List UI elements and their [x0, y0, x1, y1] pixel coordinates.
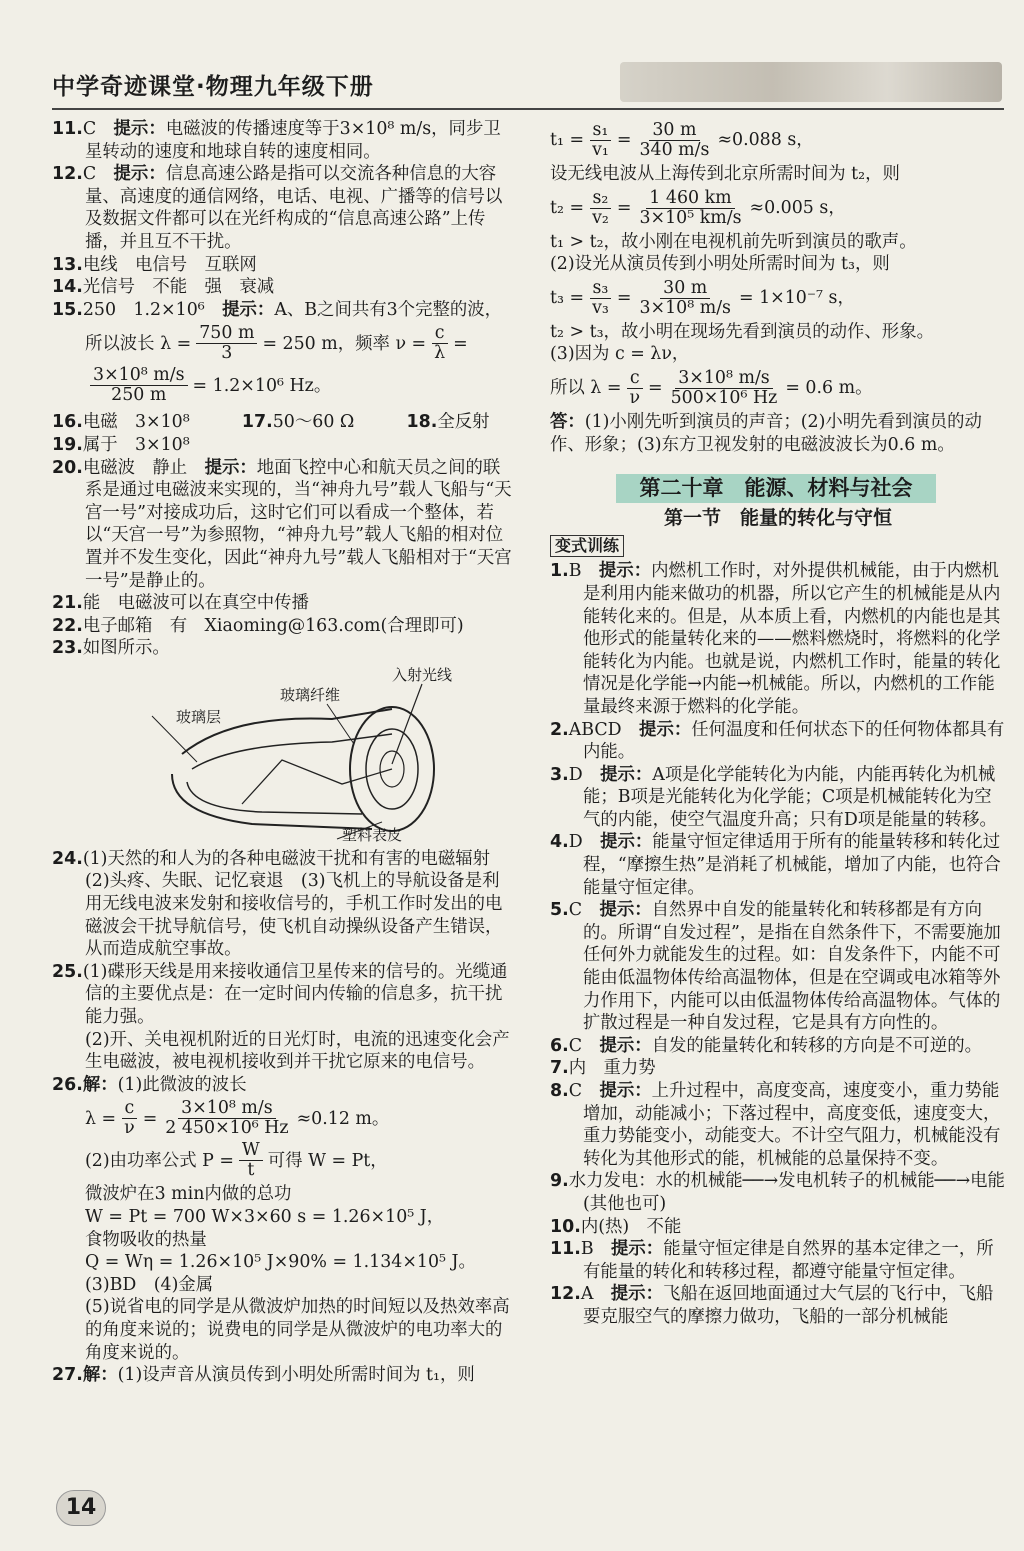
exercise-8: 8.C 提示：上升过程中，高度变高，速度变小，重力势能增加，动能减小；下落过程中，高度变低，速度变大，重力势能变小，动能变大。不计空气阻力，机械能没有转化为其他形式的能，机械能的总量保持不变。 [550, 1081, 1001, 1169]
text-line: t₂ > t₃，故小明在现场先看到演员的动作、形象。 [550, 321, 934, 342]
exercise-7: 7.内 重力势 [550, 1058, 656, 1079]
formula-lambda: 所以 λ = $\frac{c}{\nu}$ = $\frac{\text{3×10⁸ m/s}}{\text{500×10⁶ Hz}}$ = 0.6 m。 [550, 367, 873, 408]
formula-t2: t₂ = $\frac{\text{s₂}}{\text{v₂}}$ = $\frac{1 460 km}{\text{3×10⁵ km/s}}$ ≈0.005 s， [550, 187, 846, 228]
answer-26-line: W = Pt = 700 W×3×60 s = 1.26×10⁵ J， [85, 1207, 445, 1227]
book-title: 中学奇迹课堂·物理九年级下册 [52, 74, 374, 100]
fraction: $\frac{\text{s₂}}{\text{v₂}}$ [589, 189, 612, 228]
label-glass-layer: 玻璃层 [176, 707, 222, 726]
label-glass-fiber: 玻璃纤维 [280, 685, 341, 704]
answer-20: 20.电磁波 静止 提示：地面飞控中心和航天员之间的联系是通过电磁波来实现的，当“神舟九号”载人飞船与“天宫一号”对接成功后，这时它们可以看成一个整体，若以“天宫一号”为参照物，“神舟九号”载人飞船的相对位置并不发生变化，因此“神舟九号”载人飞船相对于“天宫一号”是静止的。 [52, 457, 512, 591]
exercise-5: 5.C 提示：自然界中自发的能量转化和转移都是有方向的。所谓“自发过程”，是指在自然条件下，不需要施加任何外力就能发生的过程。如：自发条件下，内能不可能由低温物体传给高温物体，但是在空调或电冰箱等外力作用下，内能可以由低温物体传给高温物体。气体的扩散过程是一种自发过程，它是具有方向性的。 [550, 900, 1001, 1034]
answer-15-formula-2: $\frac{\text{3×10⁸ m/s}}{250 m}$ = 1.2×10⁶ Hz。 [52, 366, 514, 405]
answer-26-line: 微波炉在3 min内做的总功 [85, 1184, 292, 1205]
exercise-11: 11.B 提示：能量守恒定律是自然界的基本定律之一，所有能量的转化和转移过程，都遵守能量守恒定律。 [550, 1239, 994, 1282]
fraction: $\frac{c}{\nu}$ [626, 369, 643, 408]
exercise-box-label: 变式训练 [550, 535, 624, 557]
answer-25: 25.(1)碟形天线是用来接收通信卫星传来的信号的。光缆通信的主要优点是：在一定时间内传输的信息多，抗干扰能力强。 [52, 961, 508, 1028]
answer-12: 12.C 提示：信息高速公路是指可以交流各种信息的大容量、高速度的通信网络，电话、电视、广播等的信号以及数据文件都可以在光纤构成的“信息高速公路”上传播，并且互不干扰。 [52, 164, 503, 252]
fraction: $\frac{c}{\nu}$ [121, 1099, 138, 1138]
page-header [52, 62, 1004, 110]
answer-26-line: 食物吸收的热量 [85, 1229, 207, 1250]
text-line: (2)设光从演员传到小明处所需时间为 t₃，则 [550, 254, 890, 275]
answer-26-wavelength-formula: λ = $\frac{c}{\nu}$ = $\frac{\text{3×10⁸ m/s}}{\text{2 450×10⁶ Hz}}$ ≈0.12 m。 [85, 1098, 390, 1139]
answer-23: 23.如图所示。 [52, 638, 170, 659]
header-decoration [620, 62, 1002, 102]
fraction: $\frac{\text{s₁}}{\text{v₁}}$ [589, 121, 612, 160]
exercise-2: 2.ABCD 提示：任何温度和任何状态下的任何物体都具有内能。 [550, 719, 1005, 763]
answer-15: 15.250 1.2×10⁶ 提示：A、B之间共有3个完整的波， [52, 299, 503, 320]
fraction: $\frac{30 m}{\text{3×10⁸ m/s}}$ [639, 277, 731, 318]
exercise-6: 6.C 提示：自发的能量转化和转移的方向是不可逆的。 [550, 1035, 983, 1056]
answer-19: 19.属于 3×10⁸ [52, 434, 190, 455]
answer-25-part2: (2)开、关电视机附近的日光灯时，电流的迅速变化会产生电磁波，被电视机接收到并干扰它原来的电信号。 [85, 1029, 510, 1073]
answer-24: 24.(1)天然的和人为的各种电磁波干扰和有害的电磁辐射 (2)头疼、失眠、记忆衰退 (3)飞机上的导航设备是利用无线电波来发射和接收信号的，手机工作时发出的电磁波会干扰导航信号，使飞机自动操纵设备产生错误，从而造成航空事故。 [52, 848, 508, 960]
label-incident-light: 入射光线 [392, 665, 453, 684]
exercise-3: 3.D 提示：A项是化学能转化为内能，内能再转化为机械能；B项是光能转化为化学能；C项是机械能转化为空气的内能，使空气温度升高；只有D项是能量的转移。 [550, 764, 997, 830]
label-plastic-skin: 塑料表皮 [342, 825, 403, 844]
header-rule [52, 108, 1004, 110]
section-heading: 第一节 能量的转化与守恒 [663, 506, 892, 529]
formula-t3: t₃ = $\frac{\text{s₃}}{\text{v₃}}$ = $\frac{30 m}{\text{3×10⁸ m/s}}$ = 1×10⁻⁷ s， [550, 277, 855, 318]
fraction: $\frac{30 m}{340 m/s}$ [639, 120, 710, 160]
final-answer: 答：(1)小刚先听到演员的声音；(2)小明先看到演员的动作、形象；(3)东方卫视发射的电磁波波长为0.6 m。 [550, 411, 982, 455]
answer-26-line: (5)说省电的同学是从微波炉加热的时间短以及热效率高的角度来说的；说费电的同学是从微波炉的电功率大的角度来说的。 [85, 1297, 510, 1363]
exercise-10: 10.内(热) 不能 [550, 1216, 682, 1237]
answers-16-18: 16.电磁 3×10⁸ 17.50～60 Ω 18.全反射 [52, 412, 490, 433]
answer-22: 22.电子邮箱 有 Xiaoming@163.com(合理即可) [52, 615, 464, 636]
exercise-1: 1.B 提示：内燃机工作时，对外提供机械能，由于内燃机是利用内能来做功的机器，所以它产生的机械能是从内能转化来的。但是，从本质上看，内燃机的内能也是其他形式的能量转化来的——燃料燃烧时，将燃料的化学能转化为内能。也就是说，内燃机工作时，能量的转化情况是化学能→内能→机械能。所以，内燃机的工作能量最终来源于燃料的化学能。 [550, 561, 1001, 717]
fraction: $\frac{\text{3×10⁸ m/s}}{\text{500×10⁶ Hz}}$ [670, 367, 778, 408]
fraction: $\frac{\text{3×10⁸ m/s}}{250 m}$ [90, 366, 188, 405]
right-column [550, 118, 1006, 1329]
fraction: $\frac{\text{3×10⁸ m/s}}{\text{2 450×10⁶ Hz}}$ [165, 1098, 289, 1139]
answer-21: 21.能 电磁波可以在真空中传播 [52, 593, 309, 614]
fraction: $\frac{c}{\lambda}$ [431, 324, 448, 363]
text-line: t₁ > t₂，故小刚在电视机前先听到演员的歌声。 [550, 231, 917, 252]
exercise-9: 9.水力发电：水的机械能──→发电机转子的机械能──→电能(其他也可) [550, 1171, 1005, 1214]
answer-26-line: Q = Wη = 1.26×10⁵ J×90% = 1.134×10⁵ J。 [85, 1252, 476, 1273]
page-number: 14 [56, 1490, 106, 1526]
answer-13: 13.电线 电信号 互联网 [52, 254, 257, 275]
fraction: $\frac{1 460 km}{\text{3×10⁵ km/s}}$ [639, 187, 742, 228]
optical-fiber-figure [92, 664, 512, 844]
text-line: (3)因为 c = λν， [550, 344, 690, 365]
answer-11: 11.C 提示：电磁波的传播速度等于3×10⁸ m/s，同步卫星转动的速度和地球自转的速度相同。 [52, 119, 501, 162]
fraction: $\frac{750 m}{3}$ [196, 324, 257, 363]
exercise-4: 4.D 提示：能量守恒定律适用于所有的能量转移和转化过程，“摩擦生热”是消耗了机械能，增加了内能，也符合能量守恒定律。 [550, 832, 1001, 898]
fraction: $\frac{\text{s₃}}{\text{v₃}}$ [589, 279, 612, 318]
answer-26-line: (3)BD (4)金属 [85, 1274, 214, 1295]
answer-14: 14.光信号 不能 强 衰减 [52, 277, 275, 298]
answer-15-formula: 所以波长 λ = $\frac{750 m}{3}$ = 250 m，频率 ν = $\frac{c}{\lambda}$ = [85, 323, 468, 364]
answer-27: 27.解：(1)设声音从演员传到小明处所需时间为 t₁，则 [52, 1365, 475, 1386]
answer-26: 26.解：(1)此微波的波长 [52, 1074, 247, 1095]
fraction: $\frac{W}{t}$ [239, 1141, 263, 1180]
formula-t1: t₁ = $\frac{\text{s₁}}{\text{v₁}}$ = $\frac{30 m}{340 m/s}$ ≈0.088 s， [550, 120, 814, 160]
exercise-12: 12.A 提示：飞船在返回地面通过大气层的飞行中，飞船要克服空气的摩擦力做功，飞船的一部分机械能 [550, 1284, 994, 1327]
chapter-heading: 第二十章 能源、材料与社会 [616, 474, 936, 503]
text-line: 设无线电波从上海传到北京所需时间为 t₂，则 [550, 164, 900, 184]
left-column [52, 118, 514, 1387]
answer-26-power-formula: (2)由功率公式 P = $\frac{W}{t}$ 可得 W = Pt， [85, 1140, 388, 1181]
